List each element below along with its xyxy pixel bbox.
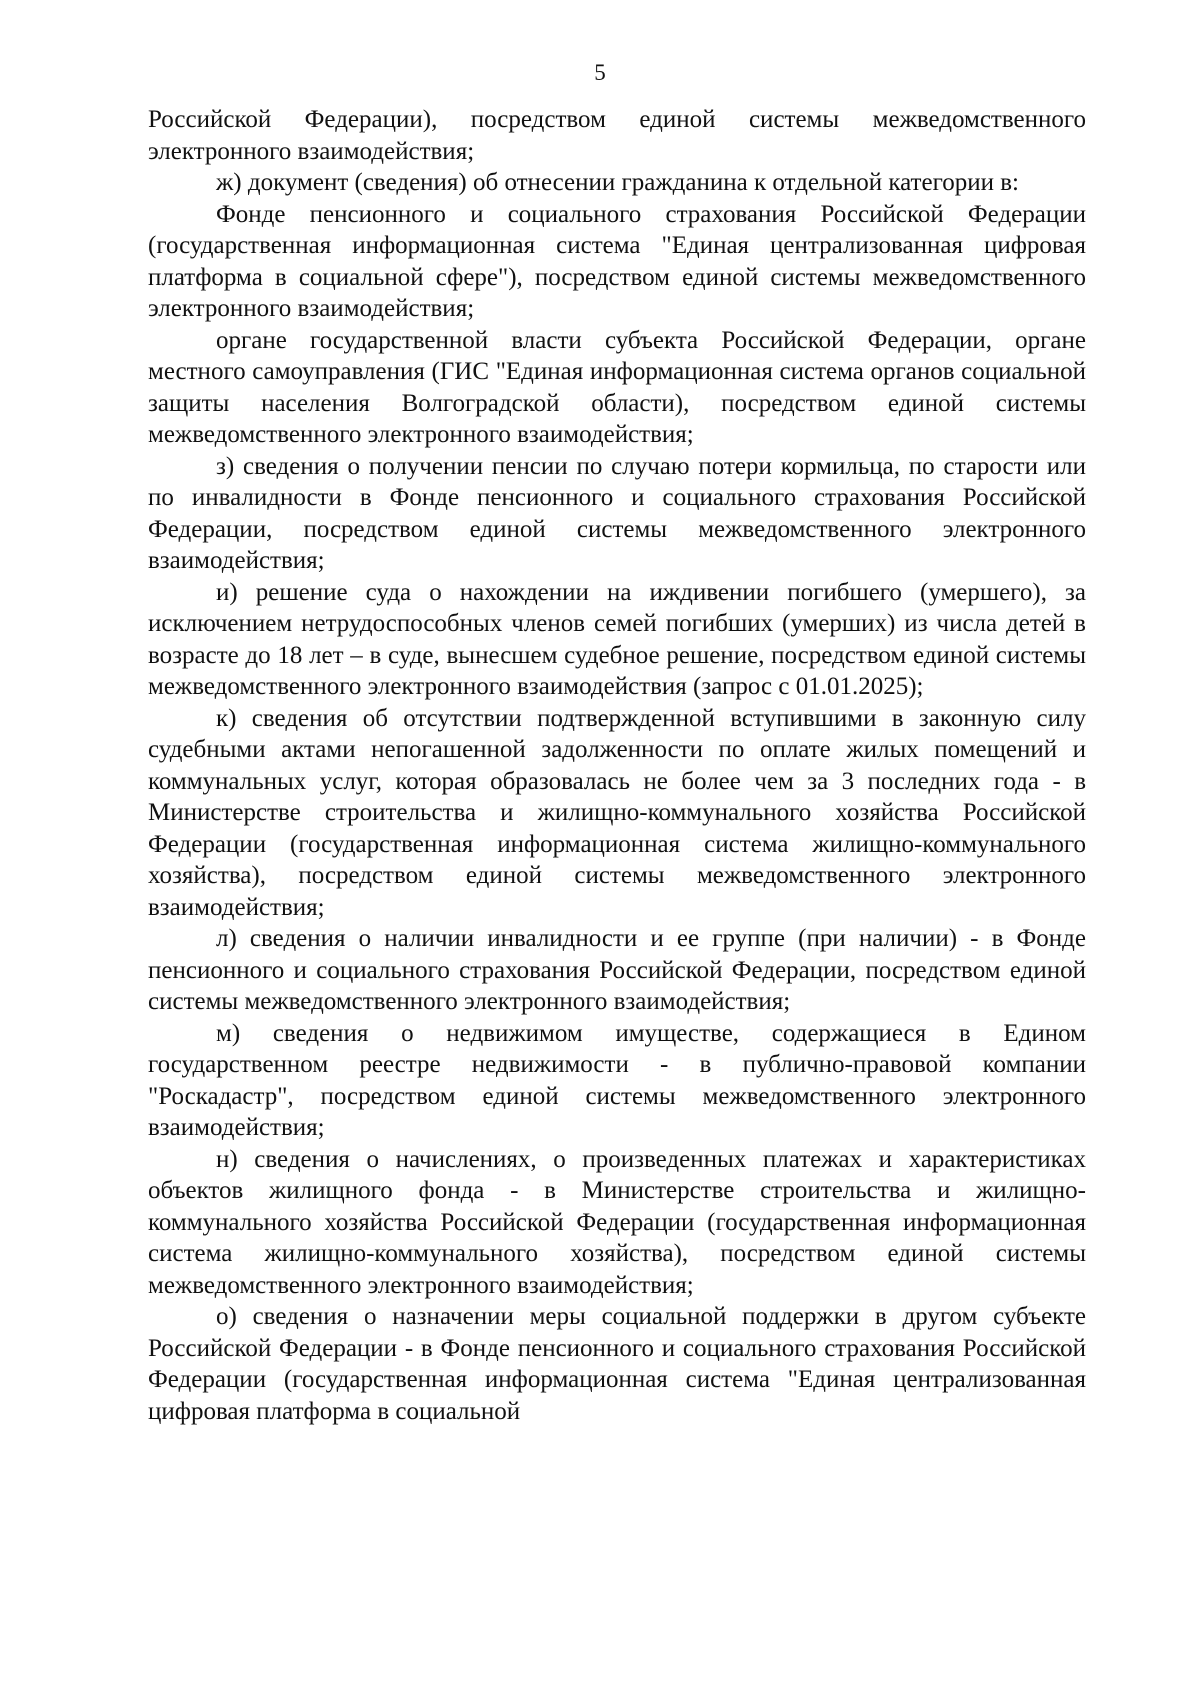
paragraph-item-m: м) сведения о недвижимом имуществе, содержащиеся в Едином государственном реестре недвижимости - в публично-правовой компании "Роскадастр", посредством единой системы межведомственного электронного взаимодействия;: [148, 1019, 1086, 1141]
page-number: 5: [594, 60, 606, 85]
paragraph-continuation: Российской Федерации), посредством единой системы межведомственного электронного взаимодействия;: [148, 106, 1086, 165]
paragraph-item-zh: ж) документ (сведения) об отнесении гражданина к отдельной категории в:: [216, 169, 1019, 196]
paragraph-item-o: о) сведения о назначении меры социальной поддержки в другом субъекте Российской Федерации - в Фонде пенсионного и социального страхования Российской Федерации (государственная информационная система "Единая централизованная цифровая платформа в социальной: [148, 1303, 1086, 1425]
paragraph-regional-authority: органе государственной власти субъекта Российской Федерации, органе местного самоуправления (ГИС "Единая информационная система органов социальной защиты населения Волгоградской области), посредством единой системы межведомственного электронного взаимодействия;: [148, 326, 1086, 448]
paragraph-item-n: н) сведения о начислениях, о произведенных платежах и характеристиках объектов жилищного фонда - в Министерстве строительства и жилищно-коммунального хозяйства Российской Федерации (государственная информационная система жилищно-коммунального хозяйства), посредством единой системы межведомственного электронного взаимодействия;: [148, 1145, 1086, 1299]
paragraph-item-k: к) сведения об отсутствии подтвержденной вступившими в законную силу судебными актами непогашенной задолженности по оплате жилых помещений и коммунальных услуг, которая образовалась не более чем за 3 последних года - в Министерстве строительства и жилищно-коммунального хозяйства Российской Федерации (государственная информационная система жилищно-коммунального хозяйства), посредством единой системы межведомственного электронного взаимодействия;: [148, 704, 1086, 921]
paragraph-item-i: и) решение суда о нахождении на иждивении погибшего (умершего), за исключением нетрудоспособных членов семей погибших (умерших) из числа детей в возрасте до 18 лет – в суде, вынесшем судебное решение, посредством единой системы межведомственного электронного взаимодействия (запрос с 01.01.2025);: [148, 578, 1086, 700]
paragraph-item-z: з) сведения о получении пенсии по случаю потери кормильца, по старости или по инвалидности в Фонде пенсионного и социального страхования Российской Федерации, посредством единой системы межведомственного электронного взаимодействия;: [148, 452, 1086, 574]
paragraph-item-l: л) сведения о наличии инвалидности и ее группе (при наличии) - в Фонде пенсионного и социального страхования Российской Федерации, посредством единой системы межведомственного электронного взаимодействия;: [148, 925, 1086, 1015]
document-body: [148, 104, 1086, 1427]
paragraph-pension-fund: Фонде пенсионного и социального страхования Российской Федерации (государственная информационная система "Единая централизованная цифровая платформа в социальной сфере"), посредством единой системы межведомственного электронного взаимодействия;: [148, 200, 1086, 322]
